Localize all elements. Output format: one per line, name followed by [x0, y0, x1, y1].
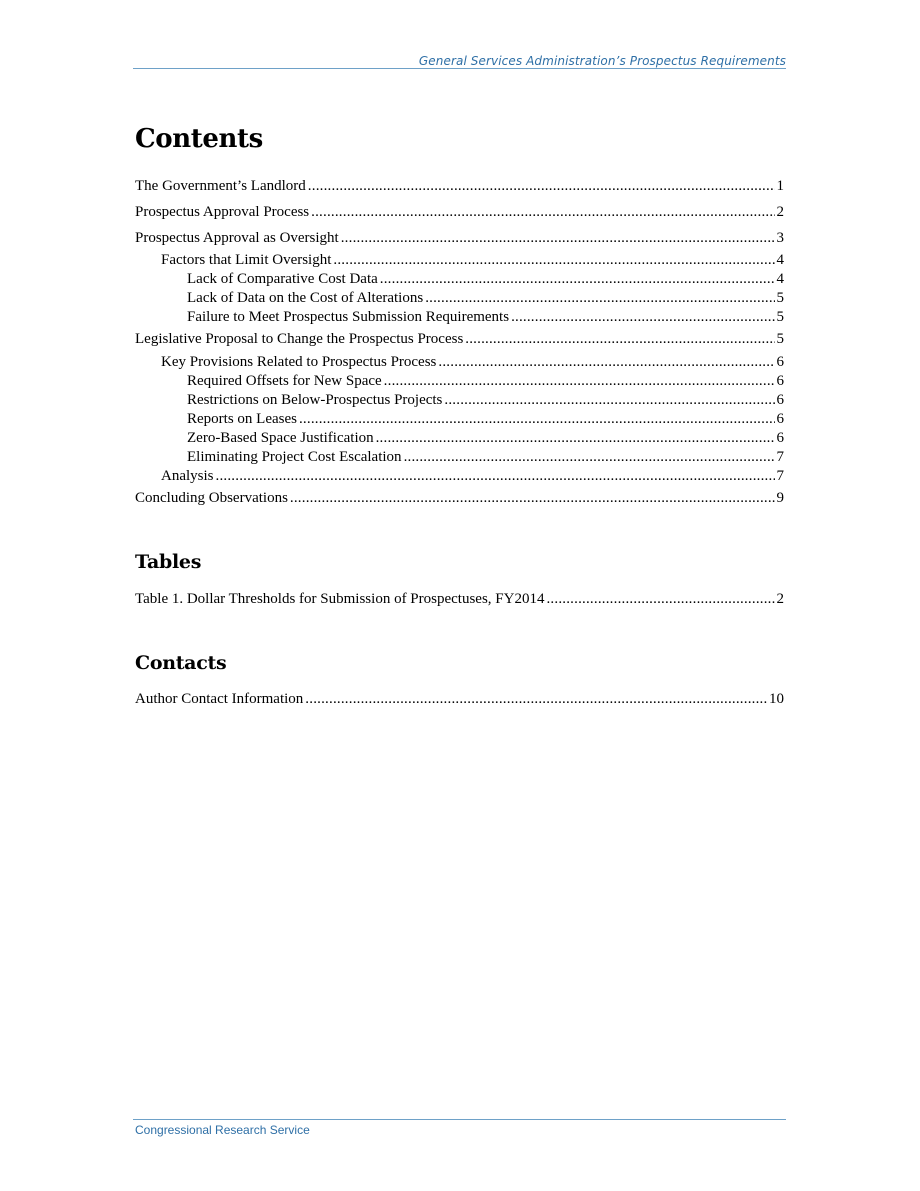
toc-entry[interactable] — [135, 330, 784, 348]
toc-entry[interactable] — [135, 270, 784, 288]
contents-heading: Contents — [135, 124, 263, 154]
leader-dots — [384, 372, 775, 390]
toc-entry[interactable] — [135, 203, 784, 221]
toc-entry-page: 1 — [776, 178, 784, 194]
toc-entry-page: 9 — [776, 490, 784, 506]
leader-dots — [333, 251, 774, 269]
toc-entry-label: Lack of Comparative Cost Data — [187, 271, 378, 287]
toc-entry-page: 7 — [776, 449, 784, 465]
leader-dots — [305, 690, 767, 708]
toc-entry-page: 5 — [776, 331, 784, 347]
toc-entry-page: 5 — [776, 309, 784, 325]
leader-dots — [546, 590, 774, 608]
toc-entry[interactable] — [135, 177, 784, 195]
toc-entry-page: 7 — [776, 468, 784, 484]
toc-entry-page: 6 — [776, 392, 784, 408]
toc-entry-label: Author Contact Information — [135, 691, 304, 707]
toc-entry-page: 6 — [776, 430, 784, 446]
toc-entry-label: Eliminating Project Cost Escalation — [187, 449, 402, 465]
toc-entry-label: Prospectus Approval as Oversight — [135, 230, 339, 246]
toc-entry[interactable] — [135, 391, 784, 409]
toc-entry-label: Required Offsets for New Space — [187, 373, 382, 389]
toc-entry[interactable] — [135, 690, 784, 708]
toc-entry[interactable] — [135, 308, 784, 326]
running-header: General Services Administration’s Prospectus Requirements — [418, 54, 786, 68]
leader-dots — [425, 289, 774, 307]
toc-entry[interactable] — [135, 410, 784, 428]
toc-entry-label: Factors that Limit Oversight — [161, 252, 332, 268]
leader-dots — [438, 353, 774, 371]
tables-heading: Tables — [135, 551, 202, 573]
toc-entry-label: Legislative Proposal to Change the Prospectus Process — [135, 331, 464, 347]
leader-dots — [511, 308, 774, 326]
toc-entry[interactable] — [135, 467, 784, 485]
toc-entry-label: Key Provisions Related to Prospectus Process — [161, 354, 437, 370]
leader-dots — [290, 489, 775, 507]
toc-entry[interactable] — [135, 429, 784, 447]
toc-entry-label: Analysis — [161, 468, 214, 484]
leader-dots — [376, 429, 775, 447]
toc-entry-page: 2 — [776, 591, 784, 607]
header-rule — [133, 68, 786, 69]
footer-organization: Congressional Research Service — [135, 1123, 310, 1137]
toc-entry-label: The Government’s Landlord — [135, 178, 306, 194]
toc-entry-label: Restrictions on Below-Prospectus Projects — [187, 392, 443, 408]
toc-entry-page: 6 — [776, 411, 784, 427]
leader-dots — [299, 410, 775, 428]
leader-dots — [380, 270, 775, 288]
toc-entry-label: Lack of Data on the Cost of Alterations — [187, 290, 424, 306]
leader-dots — [444, 391, 774, 409]
toc-entry-label: Reports on Leases — [187, 411, 297, 427]
toc-entry[interactable] — [135, 372, 784, 390]
leader-dots — [216, 467, 775, 485]
toc-entry-page: 6 — [776, 354, 784, 370]
toc-entry-page: 10 — [769, 691, 784, 707]
leader-dots — [311, 203, 774, 221]
toc-entry-label: Failure to Meet Prospectus Submission Requirements — [187, 309, 510, 325]
toc-entry[interactable] — [135, 251, 784, 269]
toc-entry-page: 4 — [776, 252, 784, 268]
toc-entry-page: 6 — [776, 373, 784, 389]
toc-entry[interactable] — [135, 289, 784, 307]
toc-entry-label: Concluding Observations — [135, 490, 288, 506]
footer-rule — [133, 1119, 786, 1120]
leader-dots — [404, 448, 775, 466]
toc-entry[interactable] — [135, 353, 784, 371]
toc-entry-label: Zero-Based Space Justification — [187, 430, 374, 446]
toc-entry[interactable] — [135, 489, 784, 507]
leader-dots — [465, 330, 774, 348]
contacts-heading: Contacts — [135, 652, 227, 674]
toc-entry-label: Prospectus Approval Process — [135, 204, 310, 220]
toc-entry[interactable] — [135, 448, 784, 466]
leader-dots — [308, 177, 775, 195]
toc-entry-page: 3 — [776, 230, 784, 246]
toc-entry[interactable] — [135, 229, 784, 247]
leader-dots — [341, 229, 775, 247]
toc-entry-page: 4 — [776, 271, 784, 287]
toc-entry-page: 2 — [776, 204, 784, 220]
toc-entry-label: Table 1. Dollar Thresholds for Submission of Prospectuses, FY2014 — [135, 591, 545, 607]
toc-entry[interactable] — [135, 590, 784, 608]
toc-entry-page: 5 — [776, 290, 784, 306]
